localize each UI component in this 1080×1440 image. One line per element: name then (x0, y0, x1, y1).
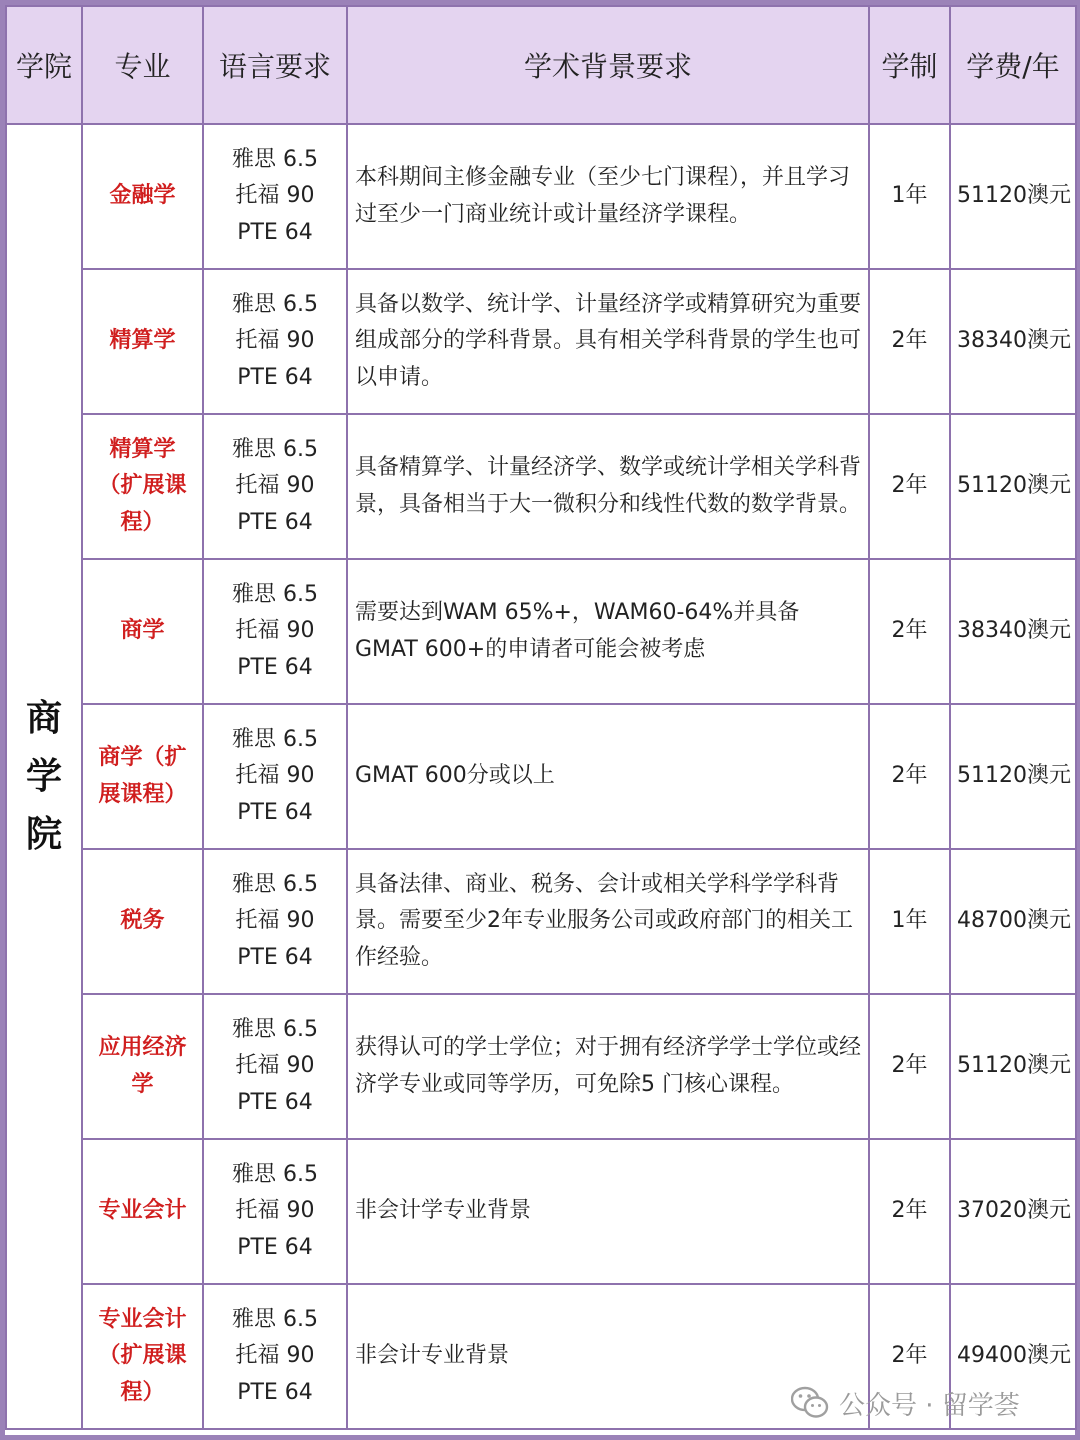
language-cell (203, 559, 347, 704)
ielts-score: 雅思 6.5 (232, 581, 318, 607)
pte-score: PTE 64 (237, 1234, 313, 1260)
major-cell: 专业会计（扩展课程） (82, 1284, 203, 1429)
academic-cell: 本科期间主修金融专业（至少七门课程），并且学习过至少一门商业统计或计量经济学课程。 (347, 124, 869, 269)
language-cell (203, 124, 347, 269)
duration-cell: 2年 (869, 414, 950, 559)
fee-cell: 51120澳元 (950, 124, 1076, 269)
table-row (6, 849, 1076, 994)
header-academic: 学术背景要求 (347, 6, 869, 124)
ielts-score: 雅思 6.5 (232, 146, 318, 172)
fee-cell: 51120澳元 (950, 414, 1076, 559)
pte-score: PTE 64 (237, 799, 313, 825)
academic-cell: GMAT 600分或以上 (347, 704, 869, 849)
fee-cell: 38340澳元 (950, 269, 1076, 414)
pte-score: PTE 64 (237, 1089, 313, 1115)
academic-cell: 具备法律、商业、税务、会计或相关学科学学科背景。需要至少2年专业服务公司或政府部门的相关工作经验。 (347, 849, 869, 994)
ielts-score: 雅思 6.5 (232, 1161, 318, 1187)
fee-cell: 51120澳元 (950, 704, 1076, 849)
duration-cell: 1年 (869, 849, 950, 994)
watermark-text: 公众号 · 留学荟 (839, 1390, 1020, 1421)
fee-cell: 37020澳元 (950, 1139, 1076, 1284)
duration-cell: 2年 (869, 559, 950, 704)
toefl-score: 托福 90 (235, 908, 315, 934)
ielts-score: 雅思 6.5 (232, 436, 318, 462)
watermark (791, 1385, 1020, 1421)
major-cell: 专业会计 (82, 1139, 203, 1284)
table-row (6, 704, 1076, 849)
duration-cell: 1年 (869, 124, 950, 269)
major-cell: 商学（扩展课程） (82, 704, 203, 849)
header-fee: 学费/年 (950, 6, 1076, 124)
table-row (6, 269, 1076, 414)
table-row (6, 414, 1076, 559)
pte-score: PTE 64 (237, 944, 313, 970)
language-cell (203, 704, 347, 849)
header-language: 语言要求 (203, 6, 347, 124)
ielts-score: 雅思 6.5 (232, 291, 318, 317)
ielts-score: 雅思 6.5 (232, 726, 318, 752)
duration-cell: 2年 (869, 1284, 950, 1429)
duration-cell: 2年 (869, 994, 950, 1139)
table-body (6, 124, 1076, 1429)
duration-cell: 2年 (869, 1139, 950, 1284)
ielts-score: 雅思 6.5 (232, 1016, 318, 1042)
ielts-score: 雅思 6.5 (232, 871, 318, 897)
pte-score: PTE 64 (237, 654, 313, 680)
table-row (6, 124, 1076, 269)
fee-cell: 38340澳元 (950, 559, 1076, 704)
header-college: 学院 (6, 6, 82, 124)
language-cell (203, 414, 347, 559)
header-major: 专业 (82, 6, 203, 124)
major-cell: 税务 (82, 849, 203, 994)
academic-cell: 需要达到WAM 65%+，WAM60-64%并具备GMAT 600+的申请者可能会被考虑 (347, 559, 869, 704)
academic-cell: 获得认可的学士学位；对于拥有经济学学士学位或经济学专业或同等学历，可免除5 门核心课程。 (347, 994, 869, 1139)
toefl-score: 托福 90 (235, 328, 315, 354)
table-row (6, 1139, 1076, 1284)
academic-cell: 非会计学专业背景 (347, 1139, 869, 1284)
header-duration: 学制 (869, 6, 950, 124)
language-cell (203, 849, 347, 994)
table-row (6, 994, 1076, 1139)
header-row (6, 6, 1076, 124)
pte-score: PTE 64 (237, 364, 313, 390)
wechat-icon (791, 1386, 829, 1420)
ielts-score: 雅思 6.5 (232, 1306, 318, 1332)
program-table (5, 5, 1077, 1430)
toefl-score: 托福 90 (235, 1343, 315, 1369)
fee-cell: 48700澳元 (950, 849, 1076, 994)
toefl-score: 托福 90 (235, 1053, 315, 1079)
academic-cell: 具备精算学、计量经济学、数学或统计学相关学科背景，具备相当于大一微积分和线性代数的数学背景。 (347, 414, 869, 559)
college-name: 商学院 (25, 697, 62, 855)
academic-cell: 具备以数学、统计学、计量经济学或精算研究为重要组成部分的学科背景。具有相关学科背景的学生也可以申请。 (347, 269, 869, 414)
language-cell (203, 1139, 347, 1284)
academic-cell: 非会计专业背景 (347, 1284, 869, 1429)
pte-score: PTE 64 (237, 509, 313, 535)
toefl-score: 托福 90 (235, 1198, 315, 1224)
major-cell: 应用经济学 (82, 994, 203, 1139)
toefl-score: 托福 90 (235, 618, 315, 644)
toefl-score: 托福 90 (235, 183, 315, 209)
language-cell (203, 1284, 347, 1429)
fee-cell: 49400澳元 (950, 1284, 1076, 1429)
toefl-score: 托福 90 (235, 473, 315, 499)
major-cell: 精算学 (82, 269, 203, 414)
fee-cell: 51120澳元 (950, 994, 1076, 1139)
table-frame (5, 5, 1075, 1435)
duration-cell: 2年 (869, 704, 950, 849)
major-cell: 精算学（扩展课程） (82, 414, 203, 559)
toefl-score: 托福 90 (235, 763, 315, 789)
duration-cell: 2年 (869, 269, 950, 414)
pte-score: PTE 64 (237, 219, 313, 245)
language-cell (203, 994, 347, 1139)
college-cell (6, 124, 82, 1429)
pte-score: PTE 64 (237, 1379, 313, 1405)
language-cell (203, 269, 347, 414)
table-row (6, 559, 1076, 704)
major-cell: 商学 (82, 559, 203, 704)
major-cell: 金融学 (82, 124, 203, 269)
